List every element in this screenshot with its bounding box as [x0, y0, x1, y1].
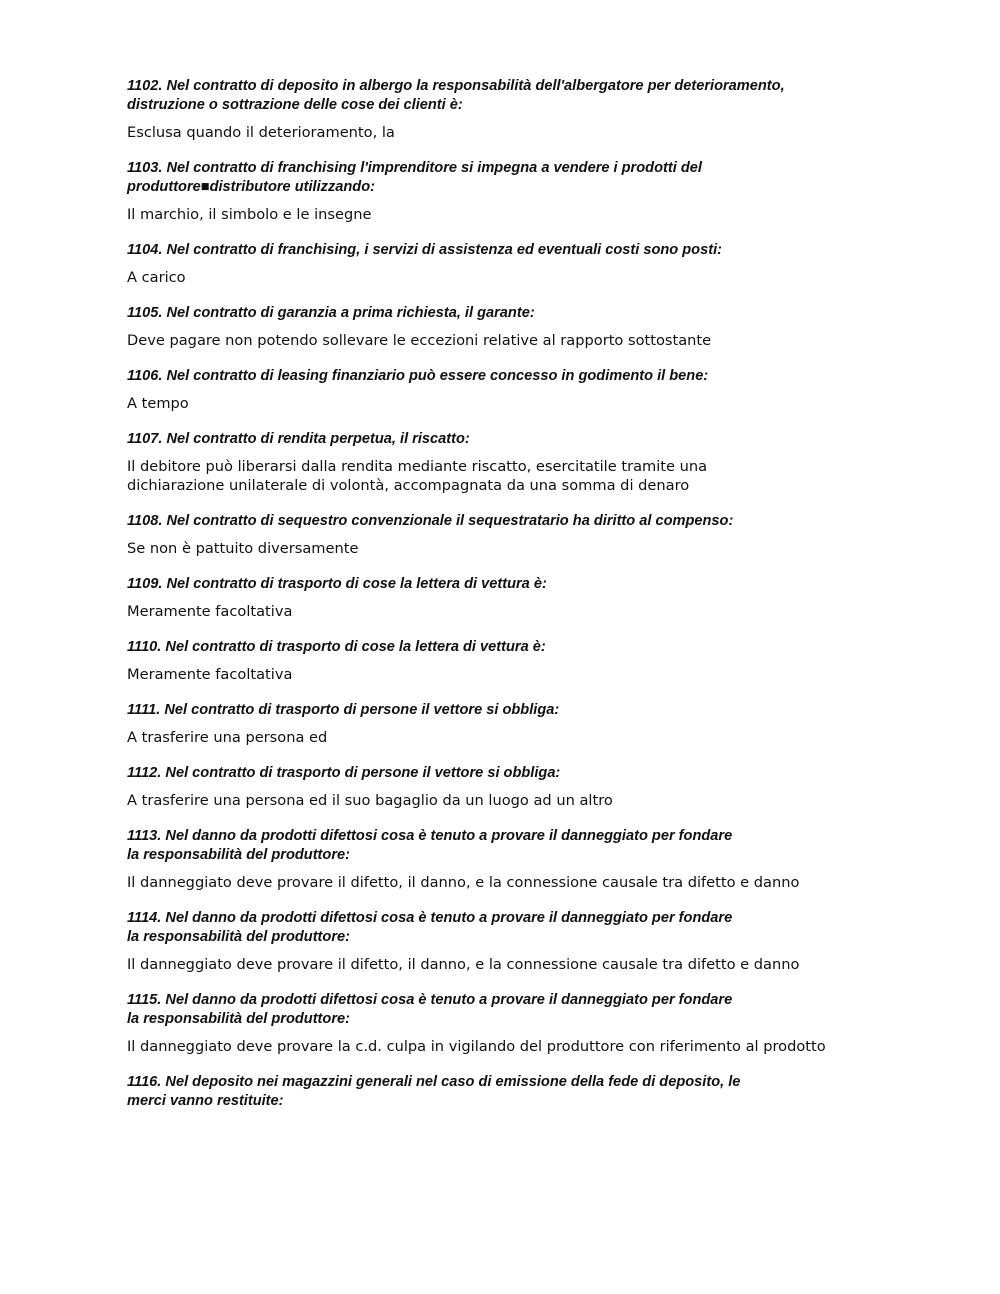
answer-line: A trasferire una persona ed il suo bagaglio da un luogo ad un altro — [127, 792, 613, 809]
answer-text — [127, 268, 927, 287]
question-line: 1113. Nel danno da prodotti difettosi cosa è tenuto a provare il danneggiato per fondare — [127, 828, 733, 844]
question-line: 1104. Nel contratto di franchising, i servizi di assistenza ed eventuali costi sono posti: — [127, 242, 722, 258]
question-text — [127, 303, 927, 323]
answer-text — [127, 123, 927, 142]
answer-line: Il danneggiato deve provare il difetto, il danno, e la connessione causale tra difetto e danno — [127, 874, 800, 891]
answer-line: A tempo — [127, 395, 189, 412]
question-answer-block — [127, 429, 927, 495]
answer-line: Il danneggiato deve provare la c.d. culpa in vigilando del produttore con riferimento al prodotto — [127, 1038, 826, 1055]
answer-line: Deve pagare non potendo sollevare le eccezioni relative al rapporto sottostante — [127, 332, 712, 349]
answer-text — [127, 457, 927, 495]
answer-text — [127, 955, 927, 974]
question-answer-block — [127, 366, 927, 413]
question-line: 1115. Nel danno da prodotti difettosi cosa è tenuto a provare il danneggiato per fondare — [127, 992, 733, 1008]
question-text — [127, 763, 927, 783]
question-answer-block — [127, 511, 927, 558]
question-text — [127, 429, 927, 449]
question-line: la responsabilità del produttore: — [127, 847, 350, 863]
answer-line: Se non è pattuito diversamente — [127, 540, 359, 557]
block-spacer — [127, 810, 927, 826]
answer-line: A trasferire una persona ed — [127, 729, 328, 746]
question-text — [127, 158, 927, 197]
question-answer-block — [127, 76, 927, 142]
answer-line: dichiarazione unilaterale di volontà, accompagnata da una somma di denaro — [127, 477, 690, 494]
answer-line: Il danneggiato deve provare il difetto, il danno, e la connessione causale tra difetto e danno — [127, 956, 800, 973]
question-answer-block — [127, 763, 927, 810]
question-text — [127, 240, 927, 260]
question-answer-block — [127, 908, 927, 974]
question-line: 1111. Nel contratto di trasporto di persone il vettore si obbliga: — [127, 702, 560, 718]
block-spacer — [127, 621, 927, 637]
question-text — [127, 76, 927, 115]
question-answer-block — [127, 303, 927, 350]
block-spacer — [127, 413, 927, 429]
answer-text — [127, 394, 927, 413]
question-answer-block — [127, 158, 927, 224]
question-line: 1105. Nel contratto di garanzia a prima richiesta, il garante: — [127, 305, 535, 321]
question-text — [127, 700, 927, 720]
question-answer-block — [127, 700, 927, 747]
block-spacer — [127, 892, 927, 908]
answer-text — [127, 873, 927, 892]
question-line: 1103. Nel contratto di franchising l'imprenditore si impegna a vendere i prodotti del — [127, 160, 702, 176]
question-line: 1116. Nel deposito nei magazzini generali nel caso di emissione della fede di deposito, le — [127, 1074, 741, 1090]
question-text — [127, 637, 927, 657]
question-line: la responsabilità del produttore: — [127, 929, 350, 945]
answer-line: A carico — [127, 269, 186, 286]
block-spacer — [127, 495, 927, 511]
answer-text — [127, 539, 927, 558]
answer-line: Meramente facoltativa — [127, 666, 293, 683]
block-spacer — [127, 747, 927, 763]
question-answer-block — [127, 637, 927, 684]
question-line: distruzione o sottrazione delle cose dei clienti è: — [127, 97, 463, 113]
question-text — [127, 826, 927, 865]
question-line: 1108. Nel contratto di sequestro convenzionale il sequestratario ha diritto al compenso: — [127, 513, 734, 529]
question-line: 1114. Nel danno da prodotti difettosi cosa è tenuto a provare il danneggiato per fondare — [127, 910, 733, 926]
answer-text — [127, 1037, 927, 1056]
question-text — [127, 574, 927, 594]
answer-text — [127, 665, 927, 684]
answer-text — [127, 791, 927, 810]
block-spacer — [127, 224, 927, 240]
answer-text — [127, 728, 927, 747]
answer-line: Esclusa quando il deterioramento, la — [127, 124, 395, 141]
question-answer-block — [127, 240, 927, 287]
block-spacer — [127, 684, 927, 700]
question-line: merci vanno restituite: — [127, 1093, 284, 1109]
question-line: 1107. Nel contratto di rendita perpetua, il riscatto: — [127, 431, 470, 447]
answer-text — [127, 602, 927, 621]
question-answer-block — [127, 990, 927, 1056]
question-answer-block — [127, 574, 927, 621]
question-text — [127, 1072, 927, 1111]
question-text — [127, 908, 927, 947]
answer-line: Il debitore può liberarsi dalla rendita mediante riscatto, esercitatile tramite una — [127, 458, 708, 475]
block-spacer — [127, 558, 927, 574]
answer-text — [127, 205, 927, 224]
question-text — [127, 366, 927, 386]
question-text — [127, 511, 927, 531]
question-line: 1106. Nel contratto di leasing finanziario può essere concesso in godimento il bene: — [127, 368, 709, 384]
question-line: la responsabilità del produttore: — [127, 1011, 350, 1027]
question-line: produttore■distributore utilizzando: — [127, 179, 375, 195]
block-spacer — [127, 142, 927, 158]
question-answer-block — [127, 1072, 927, 1111]
document-page — [127, 76, 927, 1111]
answer-line: Meramente facoltativa — [127, 603, 293, 620]
block-spacer — [127, 287, 927, 303]
block-spacer — [127, 1056, 927, 1072]
question-line: 1110. Nel contratto di trasporto di cose la lettera di vettura è: — [127, 639, 546, 655]
answer-text — [127, 331, 927, 350]
question-line: 1112. Nel contratto di trasporto di persone il vettore si obbliga: — [127, 765, 561, 781]
block-spacer — [127, 350, 927, 366]
question-text — [127, 990, 927, 1029]
question-line: 1109. Nel contratto di trasporto di cose la lettera di vettura è: — [127, 576, 547, 592]
question-answer-block — [127, 826, 927, 892]
block-spacer — [127, 974, 927, 990]
answer-line: Il marchio, il simbolo e le insegne — [127, 206, 372, 223]
question-line: 1102. Nel contratto di deposito in albergo la responsabilità dell'albergatore per deterioramento, — [127, 78, 785, 94]
